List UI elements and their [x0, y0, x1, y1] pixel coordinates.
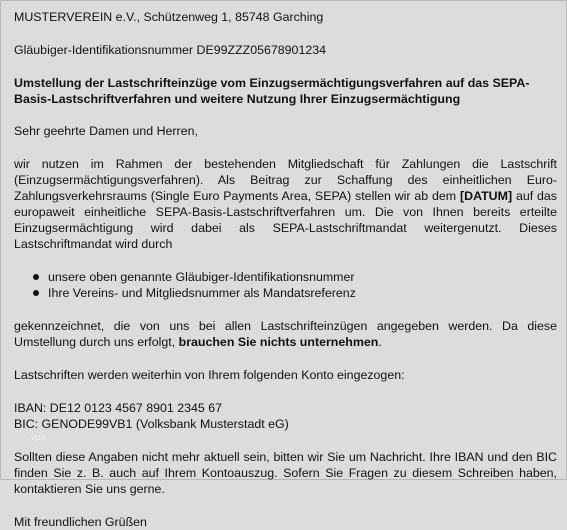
salutation: Sehr geehrte Damen und Herren, [14, 124, 198, 138]
paragraph-intro [14, 156, 557, 252]
date-placeholder: [DATUM] [460, 189, 513, 203]
list-item-text: Ihre Vereins- und Mitgliedsnummer als Mandatsreferenz [48, 286, 356, 300]
account-intro: Lastschriften werden weiterhin von Ihrem folgenden Konto eingezogen: [14, 368, 405, 382]
list-item [14, 285, 557, 301]
emphasis-text: brauchen Sie nichts unternehmen [178, 335, 379, 349]
bullet-icon [33, 274, 39, 280]
paragraph-intro-text-2: auf das europaweit einheitliche SEPA-Basis-Lastschriftverfahren um. Die von Ihnen bereits erteilte Einzugsermächtigung wird dabei als SEPA-Lastschriftmandat weitergenutzt. Dieses Lastschriftmandat wird durch [14, 189, 557, 251]
creditor-id: Gläubiger-Identifikationsnummer DE99ZZZ05678901234 [14, 43, 327, 57]
paragraph-contact: Sollten diese Angaben nicht mehr aktuell sein, bitten wir Sie um Nachricht. Ihre IBAN und den BIC finden Sie z. B. auch auf Ihrem Kontoauszug. Sofern Sie Fragen zu diesem Schreiben haben, kontaktieren Sie uns gerne. [14, 450, 557, 496]
bank-details [14, 400, 557, 432]
closing: Mit freundlichen Grüßen [14, 515, 147, 529]
paragraph-identified-text-1: gekennzeichnet, die von uns bei allen Lastschrifteinzügen angegeben werden. Da diese Umstellung durch uns erfolgt, [14, 319, 557, 349]
paragraph-identified [14, 318, 557, 350]
paragraph-identified-text-2: . [378, 335, 382, 349]
letter-body [14, 9, 557, 530]
paragraph-intro-text-1: wir nutzen im Rahmen der bestehenden Mitgliedschaft für Zahlungen die Lastschrift (Einzugsermächtigungsverfahren). Als Beitrag zur Schaffung des einheitlichen Euro-Zahlungsverkehrsraums (Single Euro Payments Area, SEPA) stellen wir ab dem [14, 157, 557, 203]
subject-heading: Umstellung der Lastschrifteinzüge vom Einzugsermächtigungsverfahren auf das SEPA-Basis-Lastschriftverfahren und weitere Nutzung Ihrer Einzugsermächtigung [14, 76, 530, 106]
watermark: vpa [31, 432, 46, 442]
list-item-text: unsere oben genannte Gläubiger-Identifikationsnummer [48, 270, 355, 284]
identifier-list [14, 269, 557, 301]
bic-line: BIC: GENODE99VB1 (Volksbank Musterstadt eG) [14, 417, 289, 431]
bullet-icon [33, 290, 39, 296]
iban-line: IBAN: DE12 0123 4567 8901 2345 67 [14, 401, 223, 415]
list-item [14, 269, 557, 285]
sender-line: MUSTERVEREIN e.V., Schützenweg 1, 85748 Garching [14, 10, 324, 24]
